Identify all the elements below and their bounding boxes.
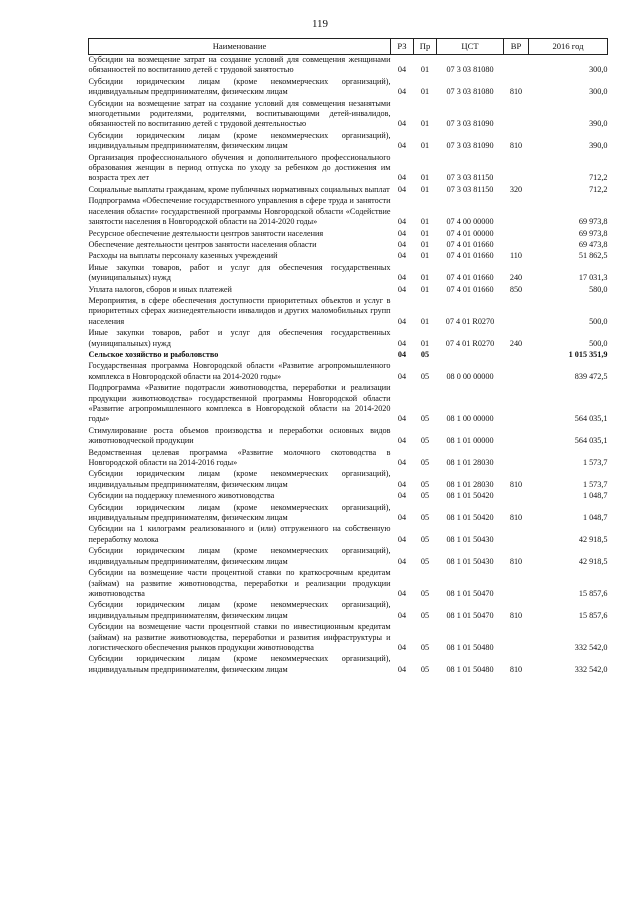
header-rz: РЗ: [391, 39, 414, 55]
cell-cst: 08 1 01 50480: [446, 642, 494, 652]
cell-name: Иные закупки товаров, работ и услуг для обеспечения государственных (муниципальных) нужд: [88, 328, 391, 348]
page-number: 119: [311, 18, 329, 30]
cell-vr: [504, 350, 529, 361]
cell-pr: 01: [420, 65, 430, 75]
cell-cst: 08 1 01 50480: [446, 664, 494, 674]
cell-vr: [504, 361, 529, 383]
cell-pr: 01: [420, 173, 430, 183]
cell-name: Социальные выплаты гражданам, кроме публичных нормативных социальных выплат: [88, 184, 390, 194]
cell-pr: 01: [420, 251, 430, 261]
cell-name: Субсидии на возмещение части процентной ставки по краткосрочным кредитам (займам) на развитие животноводства, переработки и реализации продукции животноводства: [88, 568, 391, 598]
cell-rz: 04: [397, 414, 407, 424]
cell-cst: 08 1 01 00000: [446, 436, 494, 446]
cell-rz: 04: [397, 173, 407, 183]
cell-amount: 1 015 351,9: [568, 349, 608, 359]
table-row: [89, 77, 608, 99]
cell-rz: 04: [397, 534, 407, 544]
cell-cst: 07 3 03 81090: [446, 141, 494, 151]
cell-vr: [504, 568, 529, 600]
cell-vr: 240: [509, 338, 523, 348]
budget-table: [88, 38, 608, 676]
cell-rz: 04: [397, 184, 407, 194]
cell-amount: 332 542,0: [574, 664, 608, 674]
cell-amount: 15 857,6: [578, 588, 608, 598]
cell-amount: 69 973,8: [578, 228, 608, 238]
cell-cst: 07 3 03 81080: [446, 87, 494, 97]
cell-name: Субсидии юридическим лицам (кроме некоммерческих организаций), индивидуальным предпринимателям, физическим лицам: [88, 76, 391, 97]
cell-pr: 05: [420, 436, 430, 446]
cell-amount: 300,0: [589, 87, 608, 97]
header-pr: Пр: [414, 39, 437, 55]
cell-name: Субсидии на возмещение части процентной ставки по инвестиционным кредитам (займам) на развитие животноводства, переработки и развития инфраструктуры и логистического обеспечения рынков продукции животноводства: [88, 622, 391, 652]
cell-rz: 04: [397, 436, 407, 446]
cell-vr: 810: [509, 87, 523, 97]
cell-name: Ведомственная целевая программа «Развитие молочного скотоводства в Новгородской области на 2014-2016 годы»: [88, 447, 391, 468]
cell-vr: [504, 448, 529, 470]
cell-pr: 01: [420, 273, 430, 283]
table-row: [89, 328, 608, 350]
cell-rz: 04: [397, 338, 407, 348]
cell-vr: 850: [509, 284, 523, 294]
cell-name: Государственная программа Новгородской области «Развитие агропромышленного комплекса в Новгородской области на 2014-2020 годы»: [88, 361, 391, 381]
cell-name: Подпрограмма «Обеспечение государственного управления в сфере труда и занятости населения области» государственной программы Новгородской области «Содействие занятости населения в Новгородской области на 2014-2020 годы»: [88, 196, 391, 227]
cell-pr: 05: [420, 513, 430, 523]
cell-vr: 810: [509, 141, 523, 151]
cell-name: Сельское хозяйство и рыболовство: [88, 349, 219, 359]
cell-amount: 69 973,8: [578, 217, 608, 227]
cell-amount: 332 542,0: [574, 642, 608, 652]
table-row: [89, 503, 608, 525]
cell-amount: 1 048,7: [582, 491, 608, 501]
cell-cst: 07 4 01 R0270: [445, 316, 495, 326]
cell-cst: 08 1 01 50470: [446, 588, 494, 598]
cell-name: Мероприятия, в сфере обеспечения доступности приоритетных объектов и услуг в приоритетных сферах жизнедеятельности инвалидов и других маломобильных групп населения: [88, 295, 391, 326]
table-row: [89, 654, 608, 676]
cell-name: Уплата налогов, сборов и иных платежей: [88, 284, 232, 294]
cell-pr: 01: [420, 87, 430, 97]
table-row: [89, 426, 608, 448]
table-row: [89, 524, 608, 546]
table-row: [89, 153, 608, 185]
cell-name: Организация профессионального обучения и дополнительного профессионального образования женщин в период отпуска по уходу за ребенком до достижения им возраста трех лет: [88, 152, 391, 183]
cell-rz: 04: [397, 664, 407, 674]
cell-pr: 05: [420, 491, 430, 501]
cell-cst: 08 1 01 50430: [446, 556, 494, 566]
cell-pr: 01: [420, 141, 430, 151]
table-row: [89, 568, 608, 600]
cell-rz: 04: [397, 284, 407, 294]
cell-rz: 04: [397, 87, 407, 97]
cell-rz: 04: [397, 65, 407, 75]
cell-rz: 04: [397, 217, 407, 227]
cell-vr: [504, 426, 529, 448]
cell-cst: 07 4 01 01660: [446, 251, 494, 261]
cell-cst: 07 4 00 00000: [446, 217, 494, 227]
header-cst: ЦСТ: [437, 39, 504, 55]
cell-pr: 05: [420, 588, 430, 598]
cell-amount: 580,0: [589, 284, 608, 294]
cell-rz: 04: [397, 316, 407, 326]
table-row: [89, 185, 608, 196]
cell-vr: [504, 55, 529, 77]
cell-vr: 810: [509, 610, 523, 620]
cell-amount: 300,0: [589, 65, 608, 75]
cell-vr: 810: [509, 664, 523, 674]
cell-amount: 564 035,1: [574, 436, 608, 446]
cell-vr: [504, 153, 529, 185]
cell-pr: 01: [420, 217, 430, 227]
cell-vr: [504, 491, 529, 502]
cell-name: Обеспечение деятельности центров занятости населения области: [88, 239, 317, 249]
cell-amount: 42 918,5: [578, 556, 608, 566]
cell-cst: 07 4 01 01660: [446, 284, 494, 294]
cell-amount: 1 048,7: [582, 513, 608, 523]
cell-name: Субсидии юридическим лицам (кроме некоммерческих организаций), индивидуальным предпринимателям, физическим лицам: [88, 600, 391, 620]
cell-cst: 07 3 03 81150: [446, 184, 494, 194]
cell-name: Субсидии юридическим лицам (кроме некоммерческих организаций), индивидуальным предпринимателям, физическим лицам: [88, 130, 391, 151]
cell-amount: 839 472,5: [574, 371, 608, 381]
cell-pr: 05: [420, 534, 430, 544]
cell-name: Субсидии на возмещение затрат на создание условий для совмещения незанятыми многодетными родителями, родителями, воспитывающими детей-инвалидов, обязанностей по воспитанию детей с трудовой деятельностью: [88, 98, 391, 129]
cell-cst: 08 1 01 50420: [446, 513, 494, 523]
cell-name: Субсидии на возмещение затрат на создание условий для совмещения женщинами обязанностей по воспитанию детей с трудовой занятостью: [88, 55, 391, 75]
table-row: [89, 600, 608, 622]
cell-name: Субсидии на поддержку племенного животноводства: [88, 491, 275, 501]
cell-vr: 810: [509, 479, 523, 489]
cell-cst: 07 4 01 00000: [446, 228, 494, 238]
cell-cst: 08 1 01 50420: [446, 491, 494, 501]
cell-pr: 01: [420, 338, 430, 348]
cell-pr: 05: [420, 349, 430, 359]
cell-rz: 04: [397, 610, 407, 620]
cell-amount: 564 035,1: [574, 414, 608, 424]
table-row: [89, 263, 608, 285]
cell-pr: 01: [420, 284, 430, 294]
cell-cst: 08 1 01 50470: [446, 610, 494, 620]
cell-name: Расходы на выплаты персоналу казенных учреждений: [88, 251, 278, 261]
table-row: [89, 491, 608, 502]
header-year: 2016 год: [529, 39, 608, 55]
cell-vr: [504, 196, 529, 228]
cell-pr: 05: [420, 371, 430, 381]
table-row: [89, 99, 608, 131]
cell-name: Стимулирование роста объемов производства и переработки основных видов животноводческой продукции: [88, 425, 391, 446]
cell-name: Субсидии на 1 килограмм реализованного и (или) отгруженного на собственную переработку молока: [88, 524, 391, 544]
cell-rz: 04: [397, 349, 407, 359]
cell-name: Подпрограмма «Развитие подотрасли животноводства, переработки и реализации продукции животноводства» государственной программы Новгородской области «Развитие агропромышленного комплекса в Новгородской области на 2014-2020 годы»: [88, 383, 391, 424]
cell-rz: 04: [397, 239, 407, 249]
cell-rz: 04: [397, 479, 407, 489]
cell-rz: 04: [397, 588, 407, 598]
cell-amount: 1 573,7: [582, 479, 608, 489]
cell-pr: 05: [420, 664, 430, 674]
cell-cst: 07 4 01 R0270: [445, 338, 495, 348]
table-body: [89, 55, 608, 677]
cell-pr: 05: [420, 642, 430, 652]
cell-vr: 240: [509, 273, 523, 283]
table-row: [89, 361, 608, 383]
cell-amount: 500,0: [589, 316, 608, 326]
cell-amount: 15 857,6: [578, 610, 608, 620]
cell-vr: 320: [509, 184, 523, 194]
table-row: [89, 448, 608, 470]
table-row: [89, 546, 608, 568]
cell-cst: [437, 350, 504, 361]
cell-vr: 810: [509, 513, 523, 523]
cell-amount: 51 862,5: [578, 251, 608, 261]
cell-pr: 01: [420, 316, 430, 326]
table-row: [89, 55, 608, 77]
cell-pr: 01: [420, 239, 430, 249]
table-row: [89, 622, 608, 654]
cell-cst: 07 3 03 81080: [446, 65, 494, 75]
cell-name: Субсидии юридическим лицам (кроме некоммерческих организаций), индивидуальным предпринимателям, физическим лицам: [88, 502, 391, 523]
table-row: [89, 469, 608, 491]
cell-vr: [504, 524, 529, 546]
table-row: [89, 131, 608, 153]
cell-rz: 04: [397, 556, 407, 566]
cell-cst: 07 4 01 01660: [446, 239, 494, 249]
cell-rz: 04: [397, 119, 407, 129]
cell-name: Субсидии юридическим лицам (кроме некоммерческих организаций), индивидуальным предпринимателям, физическим лицам: [88, 546, 391, 566]
cell-pr: 05: [420, 479, 430, 489]
cell-vr: [504, 99, 529, 131]
cell-rz: 04: [397, 251, 407, 261]
cell-cst: 07 3 03 81150: [446, 173, 494, 183]
table-header-row: [89, 39, 608, 55]
table-row: [89, 296, 608, 328]
cell-cst: 08 1 01 50430: [446, 534, 494, 544]
cell-pr: 05: [420, 414, 430, 424]
table-row: [89, 383, 608, 426]
cell-vr: [504, 229, 529, 240]
cell-cst: 08 0 00 00000: [446, 371, 494, 381]
cell-name: Субсидии юридическим лицам (кроме некоммерческих организаций), индивидуальным предпринимателям, физическим лицам: [88, 469, 391, 489]
header-name: Наименование: [89, 39, 391, 55]
cell-rz: 04: [397, 273, 407, 283]
cell-name: Иные закупки товаров, работ и услуг для обеспечения государственных (муниципальных) нужд: [88, 262, 391, 283]
cell-cst: 07 3 03 81090: [446, 119, 494, 129]
cell-rz: 04: [397, 458, 407, 468]
table-row: [89, 240, 608, 251]
cell-cst: 08 1 01 28030: [446, 479, 494, 489]
cell-name: Субсидии юридическим лицам (кроме некоммерческих организаций), индивидуальным предпринимателям, физическим лицам: [88, 654, 391, 674]
cell-amount: 390,0: [589, 119, 608, 129]
table-row: [89, 229, 608, 240]
cell-amount: 1 573,7: [582, 458, 608, 468]
cell-rz: 04: [397, 642, 407, 652]
header-vr: ВР: [504, 39, 529, 55]
cell-name: Ресурсное обеспечение деятельности центров занятости населения: [88, 228, 324, 238]
cell-cst: 08 1 00 00000: [446, 414, 494, 424]
cell-amount: 390,0: [589, 141, 608, 151]
cell-rz: 04: [397, 141, 407, 151]
cell-rz: 04: [397, 371, 407, 381]
cell-pr: 01: [420, 184, 430, 194]
cell-pr: 01: [420, 119, 430, 129]
cell-rz: 04: [397, 513, 407, 523]
table-row: [89, 285, 608, 296]
cell-rz: 04: [397, 491, 407, 501]
table-row: [89, 350, 608, 361]
cell-rz: 04: [397, 228, 407, 238]
cell-cst: 07 4 01 01660: [446, 273, 494, 283]
cell-amount: 42 918,5: [578, 534, 608, 544]
cell-vr: 810: [509, 556, 523, 566]
table-row: [89, 251, 608, 262]
cell-cst: 08 1 01 28030: [446, 458, 494, 468]
table-row: [89, 196, 608, 228]
cell-vr: [504, 622, 529, 654]
cell-amount: 712,2: [589, 184, 608, 194]
cell-vr: [504, 240, 529, 251]
cell-pr: 05: [420, 458, 430, 468]
cell-amount: 17 031,3: [578, 273, 608, 283]
cell-vr: 110: [510, 251, 522, 261]
cell-vr: [504, 383, 529, 426]
cell-amount: 500,0: [589, 338, 608, 348]
cell-amount: 712,2: [589, 173, 608, 183]
cell-vr: [504, 296, 529, 328]
cell-amount: 69 473,8: [578, 239, 608, 249]
cell-pr: 05: [420, 556, 430, 566]
cell-pr: 01: [420, 228, 430, 238]
cell-pr: 05: [420, 610, 430, 620]
